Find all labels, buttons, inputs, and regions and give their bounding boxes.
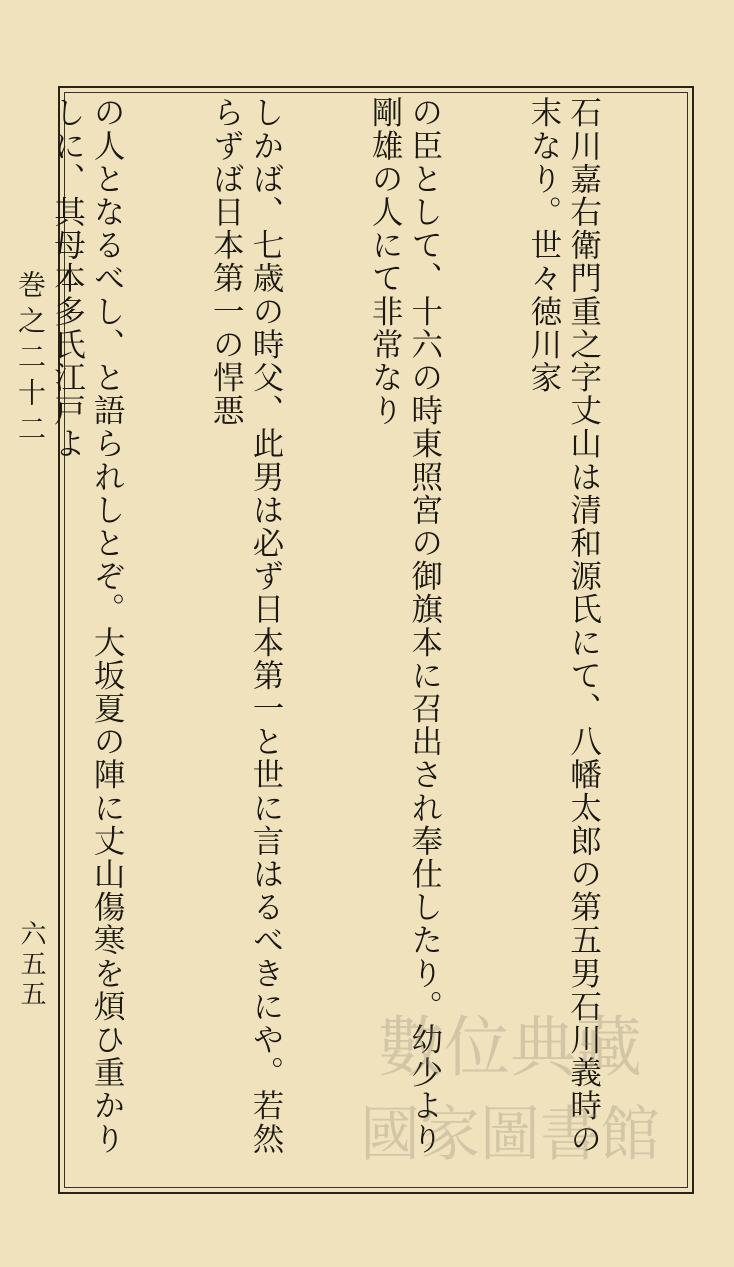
text-column: の人となるべし、と語られしとぞ。大坂夏の陣に丈山傷寒を煩ひ重かりしに、其母本多氏江戸よ bbox=[49, 96, 126, 1156]
watermark-line2: 國家圖書館 bbox=[360, 1100, 660, 1170]
text-column: の臣として、十六の時東照宮の御旗本に召出され奉仕したり。幼少より剛雄の人にて非常なり bbox=[367, 96, 443, 1156]
library-watermark bbox=[300, 990, 720, 1180]
volume-title: 巻之二十二 bbox=[14, 270, 47, 450]
watermark-line1: 數位典藏 bbox=[378, 1009, 642, 1086]
text-column: しかば、七歳の時父、此男は必ず日本第一と世に言はるべきにや。若然らずば日本第一の悍悪 bbox=[208, 96, 284, 1156]
text-column: 石川嘉右衛門重之字丈山は清和源氏にて、八幡太郎の第五男石川義時の末なり。世々徳川家 bbox=[525, 96, 602, 1156]
page-number: 六五五 bbox=[16, 920, 46, 1010]
